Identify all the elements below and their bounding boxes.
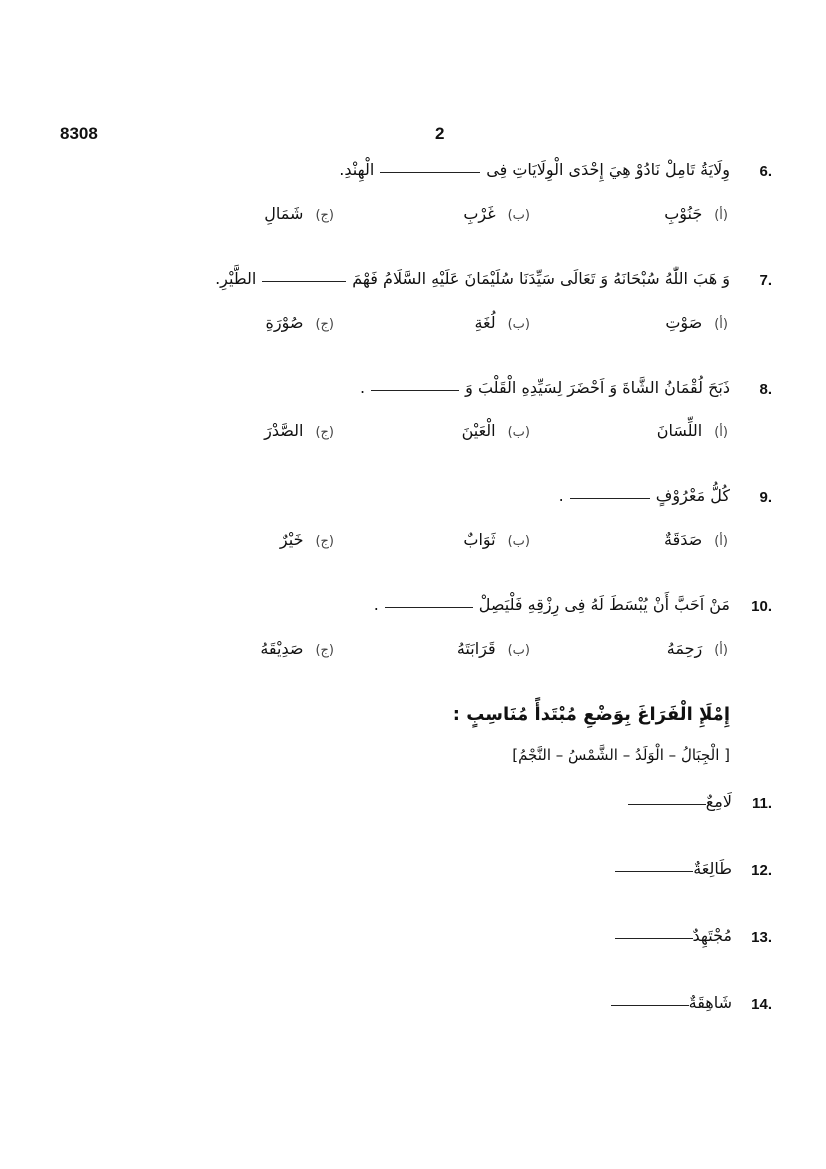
answer-blank — [615, 870, 693, 872]
answer-blank — [570, 497, 650, 499]
question-text-part: وَ هَبَ اللّٰهُ سُبْحَانَهُ وَ تَعَالَى سَيِّدَنَا سُلَيْمَانَ عَلَيْهِ السَّلَامُ فَهْمَ — [352, 269, 730, 288]
option-c — [264, 204, 334, 223]
option-text: قَرَابَتَهُ — [456, 639, 496, 658]
option-marker: (ب) — [507, 208, 530, 223]
question-7-text — [215, 269, 730, 288]
page-number: 2 — [435, 124, 445, 143]
option-a — [664, 530, 728, 549]
fill-item-14 — [596, 993, 732, 1012]
option-text: اللِّسَانَ — [656, 421, 703, 440]
option-b — [457, 639, 530, 658]
question-6-text — [339, 160, 730, 179]
option-b — [462, 421, 530, 440]
question-9-text — [559, 486, 730, 505]
option-marker: (ج) — [315, 534, 334, 549]
option-b — [474, 313, 530, 332]
question-9-number: 9. — [759, 489, 772, 506]
option-b — [463, 204, 530, 223]
fill-word: لَامِعٌ — [705, 792, 732, 811]
option-a — [667, 639, 728, 658]
answer-blank — [611, 1004, 689, 1006]
answer-blank — [371, 389, 459, 391]
option-text: صَدَقَةٌ — [664, 530, 703, 549]
question-8-text — [360, 378, 730, 397]
option-a — [664, 204, 728, 223]
fill-item-13 — [596, 926, 732, 945]
answer-blank — [380, 171, 480, 173]
fill-word: شَاهِقَةٌ — [688, 993, 732, 1012]
option-text: شَمَالِ — [264, 204, 304, 223]
question-10-number: 10. — [751, 598, 772, 615]
answer-blank — [385, 606, 473, 608]
fill-item-12 — [596, 859, 732, 878]
option-text: جَنُوْبِ — [664, 204, 703, 223]
option-text: الْعَيْنَ — [461, 421, 496, 440]
answer-blank — [628, 803, 706, 805]
word-bank: [ الْجِبَالُ – الْوَلَدُ – الشَّمْسُ – النَّجْمُ] — [512, 746, 730, 764]
question-6-number: 6. — [759, 163, 772, 180]
option-b — [463, 530, 530, 549]
option-marker: (ب) — [507, 534, 530, 549]
fill-word: مُجْتَهِدٌ — [692, 926, 732, 945]
answer-blank — [615, 937, 693, 939]
option-text: صَوْتِ — [665, 313, 703, 332]
option-marker: (ب) — [507, 425, 530, 440]
option-c — [265, 313, 334, 332]
option-marker: (ج) — [315, 317, 334, 332]
question-text-part: . — [558, 486, 564, 505]
question-7-number: 7. — [759, 272, 772, 289]
option-text: صُوْرَةِ — [265, 313, 304, 332]
option-c — [280, 530, 334, 549]
option-marker: (ج) — [315, 643, 334, 658]
option-a — [665, 313, 728, 332]
question-text-part: ذَبَحَ لُقْمَانُ الشَّاةَ وَ اَحْضَرَ لِسَيِّدِهِ الْقَلْبَ وَ — [465, 378, 730, 397]
option-c — [260, 639, 334, 658]
question-text-part: . — [373, 595, 379, 614]
paper-code: 8308 — [60, 124, 98, 143]
option-marker: (ب) — [507, 317, 530, 332]
option-marker: (أ) — [714, 317, 728, 332]
question-text-part: وِلَايَةُ تَامِلْ نَادُوْ هِيَ إِحْدَى الْوِلَايَاتِ فِى — [486, 160, 730, 179]
question-10-text — [374, 595, 730, 614]
question-8-number: 8. — [759, 381, 772, 398]
option-text: ثَوَابٌ — [463, 530, 496, 549]
option-text: صَدِيْقَهُ — [260, 639, 304, 658]
question-text-part: الطَّيْرِ. — [215, 269, 257, 288]
option-marker: (ج) — [315, 425, 334, 440]
question-text-part: . — [360, 378, 366, 397]
option-marker: (أ) — [714, 208, 728, 223]
question-12-number: 12. — [751, 862, 772, 879]
option-text: الصَّدْرَ — [264, 421, 304, 440]
question-text-part: مَنْ اَحَبَّ أَنْ يُبْسَطَ لَهُ فِى رِزْقِهِ فَلْيَصِلْ — [478, 595, 730, 614]
option-a — [657, 421, 728, 440]
question-text-part: الْهِنْدِ. — [339, 160, 375, 179]
option-text: لُغَةِ — [474, 313, 496, 332]
fill-word: طَالِعَةٌ — [693, 859, 732, 878]
question-14-number: 14. — [751, 996, 772, 1013]
option-marker: (أ) — [714, 534, 728, 549]
option-text: خَيْرٌ — [279, 530, 304, 549]
option-marker: (ج) — [315, 208, 334, 223]
option-text: رَحِمَهُ — [666, 639, 703, 658]
option-marker: (ب) — [507, 643, 530, 658]
option-text: غَرْبِ — [463, 204, 496, 223]
fill-item-11 — [596, 792, 732, 811]
option-marker: (أ) — [714, 425, 728, 440]
question-11-number: 11. — [751, 795, 772, 812]
option-marker: (أ) — [714, 643, 728, 658]
option-c — [264, 421, 334, 440]
question-13-number: 13. — [751, 929, 772, 946]
question-text-part: كُلُّ مَعْرُوْفٍ — [655, 486, 730, 505]
answer-blank — [262, 280, 346, 282]
section-instruction: إِمْلَإِ الْفَرَاغَ بِوَضْعِ مُبْتَدأً مُنَاسِبٍ : — [452, 704, 730, 725]
